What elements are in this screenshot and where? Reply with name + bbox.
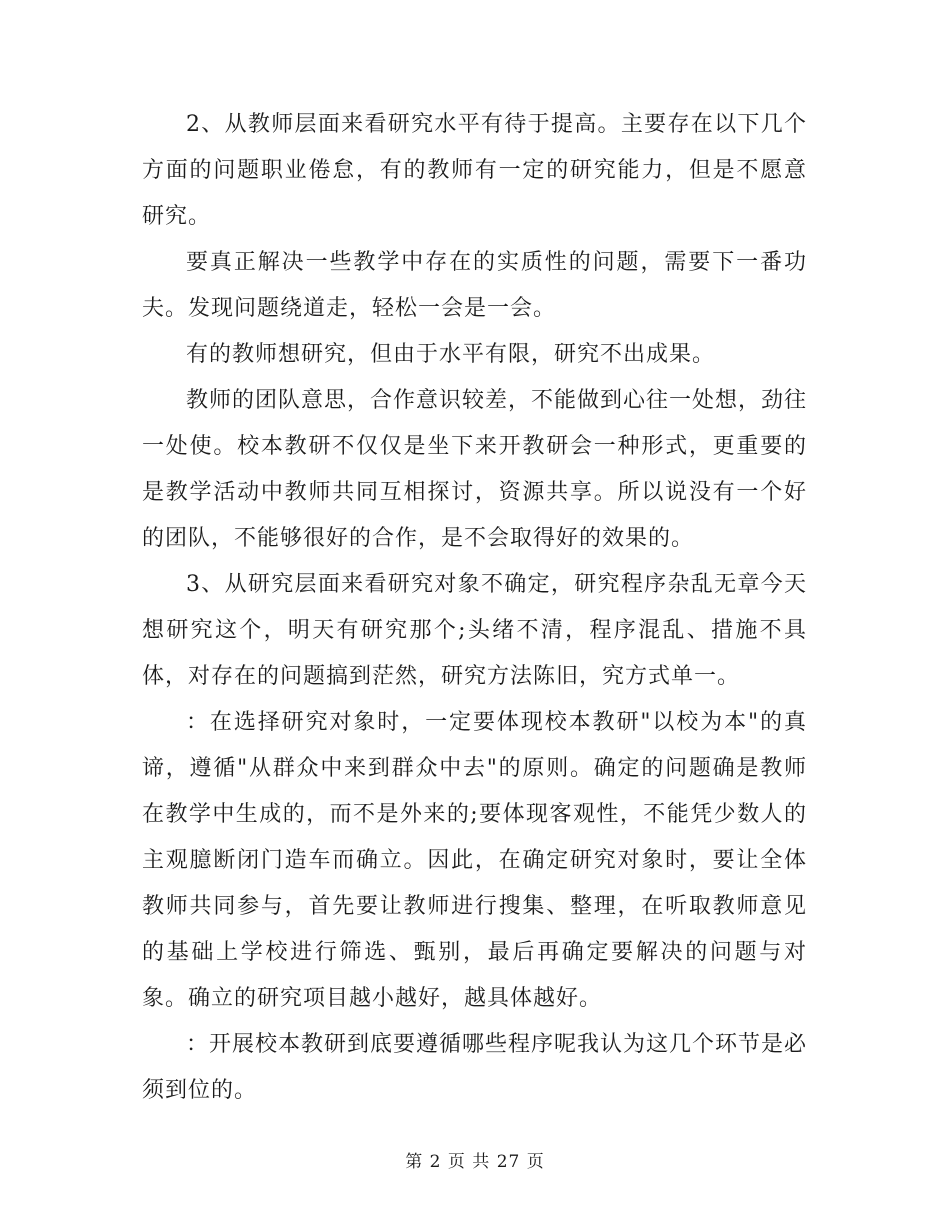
document-body — [142, 102, 807, 1114]
paragraph: 3、从研究层面来看研究对象不确定，研究程序杂乱无章今天想研究这个，明天有研究那个;头绪不清，程序混乱、措施不具体，对存在的问题搞到茫然，研究方法陈旧，究方式单一。 — [142, 572, 807, 689]
page-number-footer: 第 2 页 共 27 页 — [405, 1152, 545, 1172]
paragraph: 要真正解决一些教学中存在的实质性的问题，需要下一番功夫。发现问题绕道走，轻松一会是一会。 — [142, 250, 807, 321]
paragraph: 有的教师想研究，但由于水平有限，研究不出成果。 — [186, 342, 716, 367]
paragraph: ：在选择研究对象时，一定要体现校本教研"以校为本"的真谛，遵循"从群众中来到群众中去"的原则。确定的问题确是教师在教学中生成的，而不是外来的;要体现客观性，不能凭少数人的主观臆断闭门造车而确立。因此，在确定研究对象时，要让全体教师共同参与，首先要让教师进行搜集、整理，在听取教师意见的基础上学校进行筛选、甄别，最后再确定要解决的问题与对象。确立的研究项目越小越好，越具体越好。 — [142, 710, 807, 1011]
paragraph: ：开展校本教研到底要遵循哪些程序呢我认为这几个环节是必须到位的。 — [142, 1032, 808, 1103]
paragraph: 2、从教师层面来看研究水平有待于提高。主要存在以下几个方面的问题职业倦怠，有的教师有一定的研究能力，但是不愿意研究。 — [142, 112, 807, 229]
paragraph: 教师的团队意思，合作意识较差，不能做到心往一处想，劲往一处使。校本教研不仅仅是坐下来开教研会一种形式，更重要的是教学活动中教师共同互相探讨，资源共享。所以说没有一个好的团队，不能够很好的合作，是不会取得好的效果的。 — [142, 388, 808, 551]
